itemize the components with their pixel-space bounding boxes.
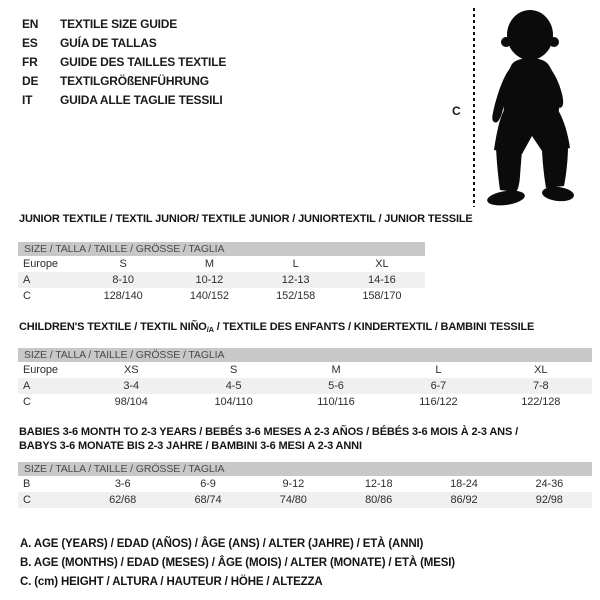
row-label-cell: C	[23, 396, 31, 408]
size-cell: 122/128	[521, 396, 561, 408]
size-cell: 8-10	[80, 272, 166, 288]
table-row-age	[18, 272, 425, 288]
size-cell: 158/170	[362, 290, 402, 302]
baby-silhouette-icon	[482, 8, 590, 212]
size-header-bar: SIZE / TALLA / TAILLE / GRÖSSE / TAGLIA	[18, 348, 592, 362]
language-title: TEXTILGRÖßENFÜHRUNG	[60, 73, 209, 88]
row-label-cell: B	[23, 478, 31, 490]
language-row-en	[22, 14, 226, 33]
size-cell: 7-8	[490, 378, 592, 394]
size-cell: 18-24	[450, 478, 478, 490]
language-title: GUIDE DES TAILLES TEXTILE	[60, 54, 227, 69]
size-cell: 12-13	[253, 272, 339, 288]
size-header-row	[18, 462, 592, 476]
table-row-height	[18, 492, 592, 508]
children-table-title	[19, 321, 534, 334]
size-cell: 104/110	[214, 396, 253, 408]
size-cell: 3-6	[114, 478, 131, 490]
size-cell: 140/152	[189, 290, 229, 302]
size-cell: 98/104	[114, 396, 148, 408]
height-dashed-line	[473, 8, 475, 207]
language-code: DE	[22, 73, 39, 88]
size-cell: 116/122	[419, 396, 458, 408]
children-title-pre: CHILDREN'S TEXTILE / TEXTIL NIÑO	[19, 321, 207, 333]
language-code: IT	[22, 92, 33, 107]
size-cell: 68/74	[165, 492, 250, 508]
size-cell: 12-18	[364, 478, 393, 490]
legend	[20, 535, 455, 592]
table-row-europe	[18, 256, 425, 272]
row-label-cell: C	[18, 492, 80, 508]
size-cell: XS	[123, 364, 139, 376]
row-label-cell: Europe	[23, 364, 58, 376]
size-cell: 92/98	[507, 492, 592, 508]
size-cell: 128/140	[103, 290, 143, 302]
size-cell: 9-12	[282, 478, 305, 490]
size-cell: 62/68	[80, 492, 165, 508]
junior-size-table	[18, 242, 425, 304]
table-row-age	[18, 378, 592, 394]
language-code: EN	[22, 16, 39, 31]
size-cell: M	[204, 258, 214, 270]
size-header-bar: SIZE / TALLA / TAILLE / GRÖSSE / TAGLIA	[18, 462, 592, 476]
language-row-es	[22, 33, 226, 52]
size-cell: 14-16	[339, 272, 425, 288]
table-row-height	[18, 394, 592, 410]
row-label-cell: A	[18, 272, 80, 288]
size-cell: S	[119, 258, 127, 270]
language-row-it	[22, 90, 226, 109]
table-row-height	[18, 288, 425, 304]
size-cell: 3-4	[80, 378, 182, 394]
size-cell: 152/158	[276, 290, 316, 302]
size-cell: S	[229, 364, 238, 376]
size-cell: 6-9	[200, 478, 216, 490]
size-header-row	[18, 348, 592, 362]
children-title-post: / TEXTILE DES ENFANTS / KINDERTEXTIL / BAMBINI TESSILE	[213, 321, 535, 333]
size-cell: L	[435, 364, 442, 376]
babies-title-line1: BABIES 3-6 MONTH TO 2-3 YEARS / BEBÉS 3-6 MESES A 2-3 AÑOS / BÉBÉS 3-6 MOIS À 2-3 ANS /	[19, 426, 518, 438]
language-title: GUIDA ALLE TAGLIE TESSILI	[60, 92, 223, 107]
legend-line-a: A. AGE (YEARS) / EDAD (AÑOS) / ÂGE (ANS) / ALTER (JAHRE) / ETÀ (ANNI)	[20, 538, 424, 550]
size-cell: 86/92	[421, 492, 506, 508]
language-title: GUÍA DE TALLAS	[60, 35, 157, 50]
row-label-cell: Europe	[23, 258, 58, 270]
table-row-months	[18, 476, 592, 492]
size-cell: 74/80	[251, 492, 336, 508]
legend-line-b: B. AGE (MONTHS) / EDAD (MESES) / ÂGE (MOIS) / ALTER (MONATE) / ETÀ (MESI)	[20, 557, 455, 569]
height-measure-label: C	[452, 104, 461, 118]
language-code: ES	[22, 35, 38, 50]
junior-table-title: JUNIOR TEXTILE / TEXTIL JUNIOR/ TEXTILE JUNIOR / JUNIORTEXTIL / JUNIOR TESSILE	[19, 213, 473, 225]
size-cell: XL	[534, 364, 548, 376]
children-size-table	[18, 348, 592, 410]
children-title-sub: /A	[206, 325, 214, 334]
size-cell: 80/86	[336, 492, 421, 508]
size-cell: 10-12	[166, 272, 252, 288]
language-title: TEXTILE SIZE GUIDE	[60, 16, 178, 31]
legend-line-c: C. (cm) HEIGHT / ALTURA / HAUTEUR / HÖHE / ALTEZZA	[20, 576, 323, 588]
size-cell: 110/116	[317, 396, 355, 408]
row-label-cell: C	[23, 290, 31, 302]
babies-title-line2: BABYS 3-6 MONATE BIS 2-3 JAHRE / BAMBINI 3-6 MESI A 2-3 ANNI	[19, 440, 362, 452]
table-row-europe	[18, 362, 592, 378]
size-cell: 5-6	[285, 378, 387, 394]
size-header-row	[18, 242, 425, 256]
language-row-de	[22, 71, 226, 90]
size-header-bar: SIZE / TALLA / TAILLE / GRÖSSE / TAGLIA	[18, 242, 425, 256]
size-cell: L	[292, 258, 299, 270]
size-cell: XL	[375, 258, 389, 270]
row-label-cell: A	[18, 378, 80, 394]
babies-size-table	[18, 462, 592, 508]
size-cell: 24-36	[535, 478, 564, 490]
language-row-fr	[22, 52, 226, 71]
language-code: FR	[22, 54, 38, 69]
babies-table-title	[19, 425, 518, 453]
size-cell: 4-5	[182, 378, 284, 394]
language-title-list	[22, 14, 226, 109]
size-cell: 6-7	[387, 378, 489, 394]
size-cell: M	[331, 364, 341, 376]
